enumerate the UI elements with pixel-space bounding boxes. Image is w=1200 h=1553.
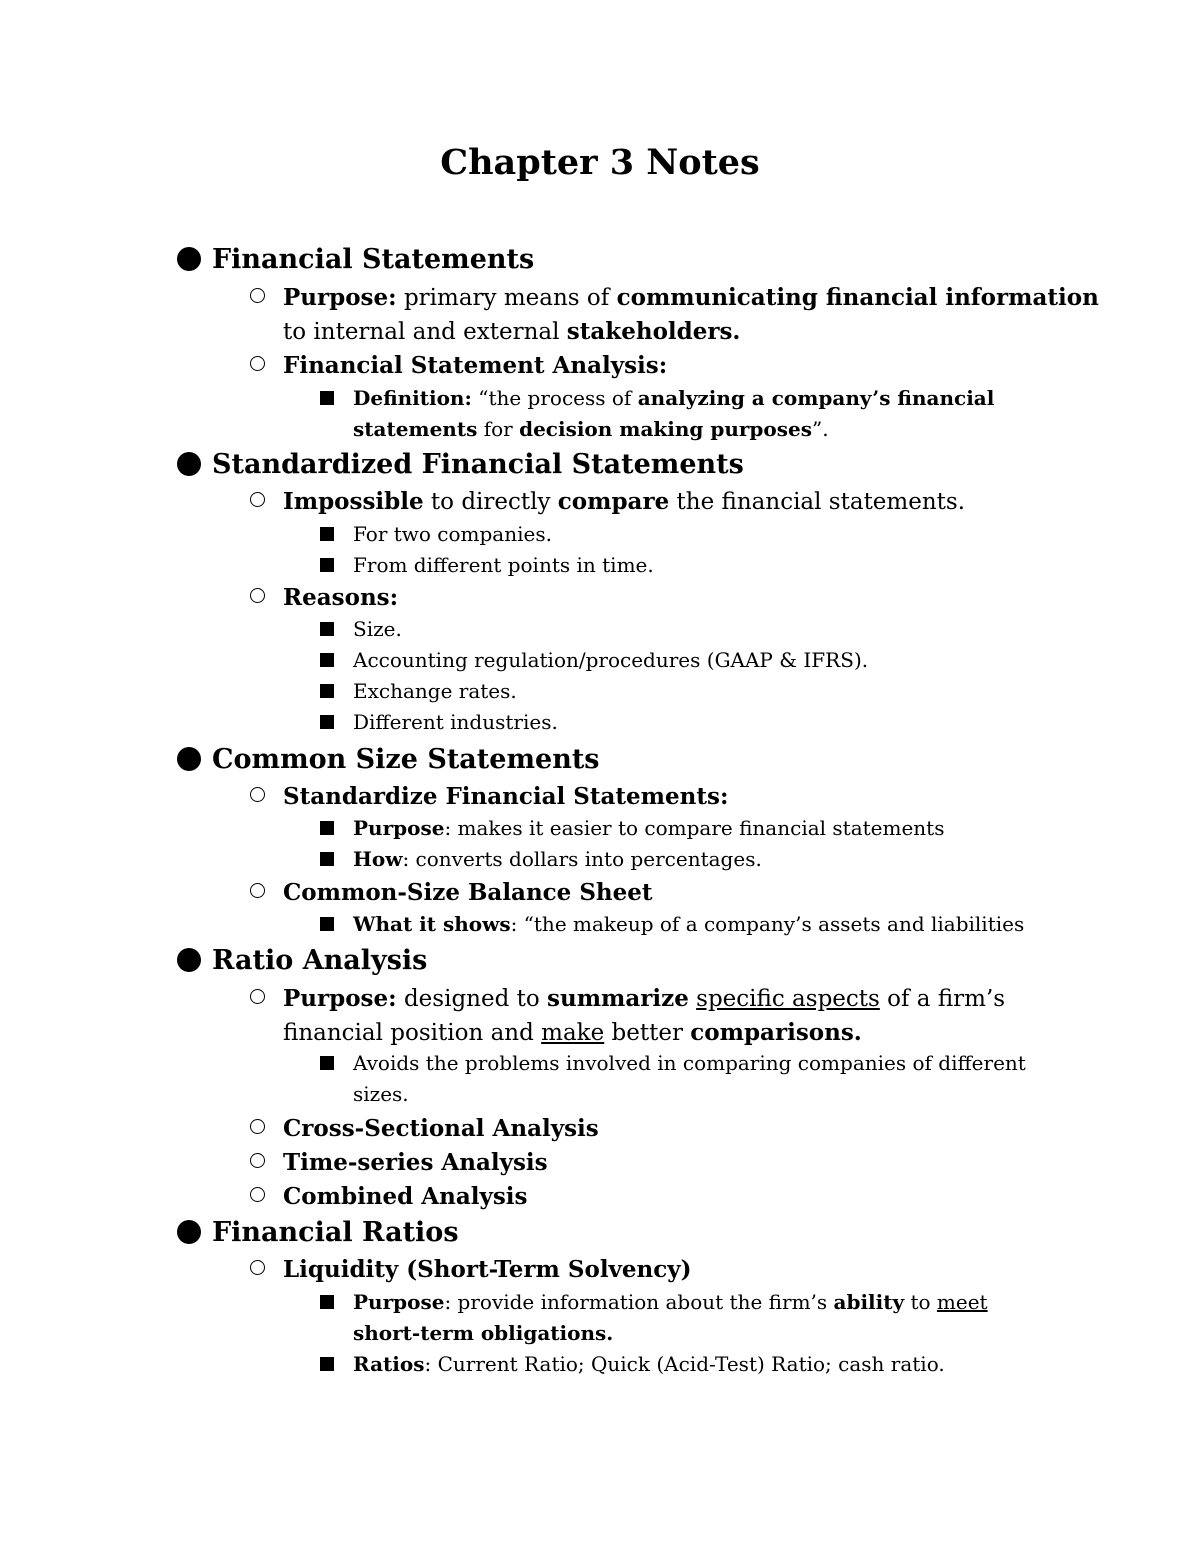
page-title: Chapter 3 Notes (440, 142, 760, 183)
sfs-reason-exchange: Exchange rates. (353, 679, 517, 703)
heading-financial-statements: Financial Statements (212, 244, 535, 275)
css-what-it-shows-line: What it shows: “the makeup of a company’s assets and liabilities (353, 912, 1025, 936)
sfs-reason-industries: Different industries. (353, 710, 558, 734)
sfs-reason-accounting: Accounting regulation/procedures (GAAP & IFRS). (353, 648, 869, 672)
ra-avoids-line2: sizes. (353, 1082, 409, 1106)
fs-purpose-line2: to internal and external stakeholders. (283, 318, 741, 345)
bullet-circle-icon (250, 1260, 265, 1275)
bullet-circle-icon (250, 989, 265, 1004)
bullet-disc-icon (177, 452, 201, 476)
bullet-circle-icon (250, 1119, 265, 1134)
fs-definition-line1: Definition: “the process of analyzing a company’s financial (353, 386, 995, 410)
bullet-square-icon (320, 622, 334, 636)
heading-ratio-analysis: Ratio Analysis (212, 945, 428, 976)
bullet-circle-icon (250, 588, 265, 603)
heading-common-size-statements: Common Size Statements (212, 744, 600, 775)
fs-purpose-line1: Purpose: primary means of communicating financial information (283, 284, 1099, 311)
bullet-disc-icon (177, 747, 201, 771)
bullet-square-icon (320, 684, 334, 698)
bullet-square-icon (320, 1357, 334, 1371)
ra-time-series: Time-series Analysis (283, 1149, 548, 1176)
bullet-square-icon (320, 391, 334, 405)
css-balance-sheet-heading: Common-Size Balance Sheet (283, 879, 653, 906)
fs-analysis-heading: Financial Statement Analysis: (283, 352, 668, 379)
bullet-circle-icon (250, 1153, 265, 1168)
fr-liquidity-heading: Liquidity (Short-Term Solvency) (283, 1256, 692, 1283)
bullet-circle-icon (250, 492, 265, 507)
heading-financial-ratios: Financial Ratios (212, 1217, 459, 1248)
bullet-circle-icon (250, 787, 265, 802)
bullet-disc-icon (177, 948, 201, 972)
bullet-square-icon (320, 715, 334, 729)
bullet-circle-icon (250, 288, 265, 303)
fr-purpose-line1: Purpose: provide information about the firm’s ability to meet (353, 1290, 988, 1314)
bullet-circle-icon (250, 1187, 265, 1202)
ra-purpose-line2: financial position and make better comparisons. (283, 1019, 862, 1046)
fr-ratios-line: Ratios: Current Ratio; Quick (Acid-Test) Ratio; cash ratio. (353, 1352, 945, 1376)
ra-avoids-line1: Avoids the problems involved in comparing companies of different (353, 1051, 1026, 1075)
sfs-two-companies: For two companies. (353, 522, 552, 546)
sfs-different-points: From different points in time. (353, 553, 654, 577)
bullet-square-icon (320, 821, 334, 835)
bullet-square-icon (320, 527, 334, 541)
sfs-reason-size: Size. (353, 617, 402, 641)
bullet-square-icon (320, 1295, 334, 1309)
ra-purpose-line1: Purpose: designed to summarize specific aspects of a firm’s (283, 985, 1006, 1012)
bullet-square-icon (320, 852, 334, 866)
bullet-square-icon (320, 917, 334, 931)
css-how-line: How: converts dollars into percentages. (353, 847, 762, 871)
heading-standardized-financial-statements: Standardized Financial Statements (212, 449, 744, 480)
bullet-disc-icon (177, 247, 201, 271)
fr-purpose-line2: short-term obligations. (353, 1321, 614, 1345)
ra-combined: Combined Analysis (283, 1183, 528, 1210)
css-purpose-line: Purpose: makes it easier to compare financial statements (353, 816, 945, 840)
bullet-circle-icon (250, 356, 265, 371)
sfs-impossible-line: Impossible to directly compare the financial statements. (283, 488, 966, 515)
bullet-disc-icon (177, 1220, 201, 1244)
css-standardize-heading: Standardize Financial Statements: (283, 783, 729, 810)
bullet-square-icon (320, 1056, 334, 1070)
bullet-square-icon (320, 558, 334, 572)
ra-cross-sectional: Cross-Sectional Analysis (283, 1115, 599, 1142)
bullet-square-icon (320, 653, 334, 667)
bullet-circle-icon (250, 883, 265, 898)
sfs-reasons-heading: Reasons: (283, 584, 399, 611)
fs-definition-line2: statements for decision making purposes”. (353, 417, 829, 441)
